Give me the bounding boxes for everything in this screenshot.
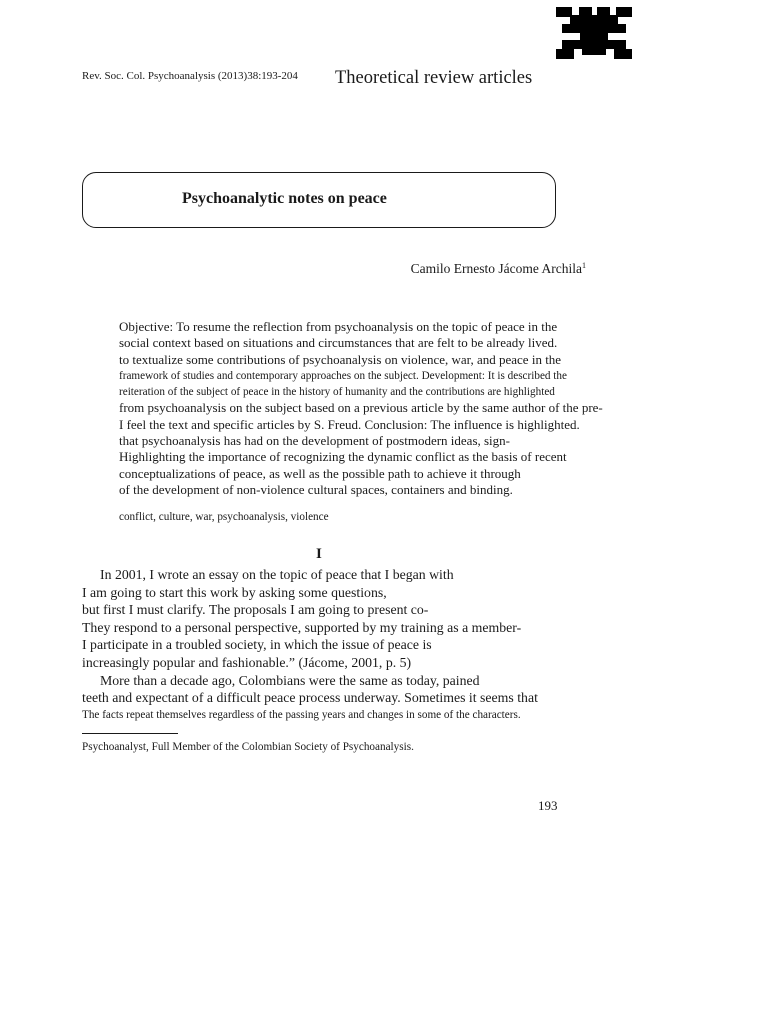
abstract-line: social context based on situations and circumstances that are felt to be already lived. <box>119 335 558 351</box>
abstract-line: to textualize some contributions of psychoanalysis on violence, war, and peace in the <box>119 351 562 367</box>
page-number: 193 <box>538 798 558 813</box>
society-logo-icon <box>556 7 632 59</box>
body-line: The facts repeat themselves regardless of the passing years and changes in some of the characters. <box>82 708 521 721</box>
abstract-line: reiteration of the subject of peace in the history of humanity and the contributions are highlighted <box>119 386 555 399</box>
footnote-divider <box>82 733 178 734</box>
abstract-line: Objective: To resume the reflection from psychoanalysis on the topic of peace in the <box>119 319 558 334</box>
abstract-line: conceptualizations of peace, as well as the possible path to achieve it through <box>119 465 521 481</box>
article-title: Psychoanalytic notes on peace <box>182 190 387 207</box>
abstract-line: from psychoanalysis on the subject based on a previous article by the same author of the pre- <box>119 400 603 416</box>
body-line: increasingly popular and fashionable.” (Jácome, 2001, p. 5) <box>82 654 412 670</box>
section-heading: Theoretical review articles <box>335 68 533 88</box>
abstract-line: I feel the text and specific articles by S. Freud. Conclusion: The influence is highlighted. <box>119 416 580 432</box>
keywords: conflict, culture, war, psychoanalysis, violence <box>119 511 329 523</box>
footnote: Psychoanalyst, Full Member of the Colombian Society of Psychoanalysis. <box>82 741 414 753</box>
section-number-heading: I <box>316 546 322 562</box>
body-line: I participate in a troubled society, in which the issue of peace is <box>82 637 432 653</box>
abstract-line: framework of studies and contemporary approaches on the subject. Development: It is described the <box>119 369 567 382</box>
author-line <box>411 261 586 277</box>
body-line: They respond to a personal perspective, supported by my training as a member- <box>82 619 522 635</box>
abstract <box>119 319 639 498</box>
body-line: I am going to start this work by asking some questions, <box>82 584 387 600</box>
body-text <box>82 566 642 724</box>
abstract-line: Highlighting the importance of recognizing the dynamic conflict as the basis of recent <box>119 449 567 465</box>
journal-citation: Rev. Soc. Col. Psychoanalysis (2013)38:193-204 <box>82 70 298 82</box>
author-name: Camilo Ernesto Jácome Archila <box>410 261 582 276</box>
author-footnote-mark: 1 <box>582 261 586 270</box>
body-line: In 2001, I wrote an essay on the topic of peace that I began with <box>100 567 454 582</box>
abstract-line: that psychoanalysis has had on the development of postmodern ideas, sign- <box>119 433 511 449</box>
abstract-line: of the development of non-violence cultural spaces, containers and binding. <box>119 481 513 497</box>
body-line: but first I must clarify. The proposals I am going to present co- <box>82 602 429 618</box>
body-line: teeth and expectant of a difficult peace process underway. Sometimes it seems that <box>82 690 538 706</box>
body-line: More than a decade ago, Colombians were the same as today, pained <box>100 672 480 688</box>
